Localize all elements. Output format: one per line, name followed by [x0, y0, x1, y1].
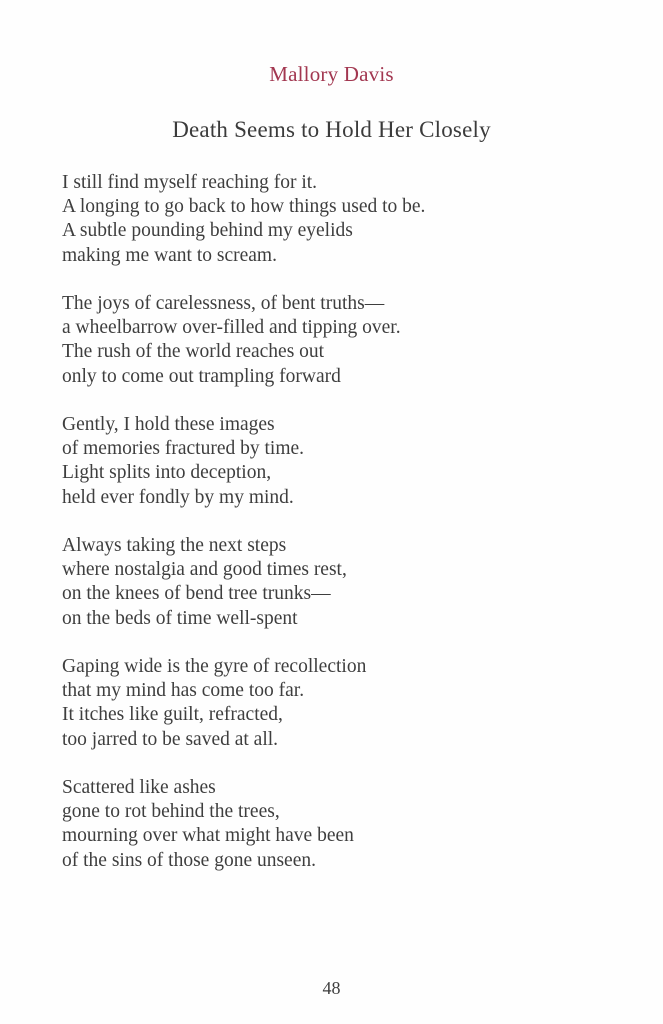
poem-line: a wheelbarrow over-filled and tipping over. — [62, 317, 401, 339]
poem-line: that my mind has come too far. — [62, 680, 305, 702]
poem-line: only to come out trampling forward — [62, 365, 341, 387]
poem-line: The rush of the world reaches out — [62, 341, 325, 363]
poem-line: on the knees of bend tree trunks— — [62, 583, 331, 605]
stanza — [62, 413, 623, 510]
poem-body — [62, 171, 623, 897]
poem-line: on the beds of time well-spent — [62, 607, 298, 629]
poem-line: too jarred to be saved at all. — [62, 728, 279, 750]
stanza — [62, 171, 623, 268]
poem-line: Gaping wide is the gyre of recollection — [62, 656, 367, 677]
poem-line: A subtle pounding behind my eyelids — [62, 220, 353, 242]
poem-line: It itches like guilt, refracted, — [62, 704, 283, 726]
stanza — [62, 534, 623, 631]
poem-line: gone to rot behind the trees, — [62, 801, 280, 823]
poem-line: Light splits into deception, — [62, 462, 272, 484]
poem-line: Scattered like ashes — [62, 777, 216, 798]
page-number: 48 — [322, 978, 341, 998]
poem-title: Death Seems to Hold Her Closely — [172, 117, 491, 142]
stanza — [62, 292, 623, 389]
poem-line: I still find myself reaching for it. — [62, 172, 318, 193]
poem-line: making me want to scream. — [62, 244, 277, 266]
poem-author: Mallory Davis — [269, 62, 394, 86]
poem-line: where nostalgia and good times rest, — [62, 559, 347, 581]
poem-line: A longing to go back to how things used to be. — [62, 196, 426, 218]
poem-line: of the sins of those gone unseen. — [62, 849, 316, 871]
poem-line: mourning over what might have been — [62, 825, 354, 847]
stanza — [62, 776, 623, 873]
poem-line: Gently, I hold these images — [62, 414, 275, 435]
poem-line: held ever fondly by my mind. — [62, 486, 294, 508]
poem-line: of memories fractured by time. — [62, 438, 305, 460]
stanza — [62, 655, 623, 752]
poem-line: Always taking the next steps — [62, 535, 287, 556]
poem-line: The joys of carelessness, of bent truths— — [62, 293, 385, 314]
